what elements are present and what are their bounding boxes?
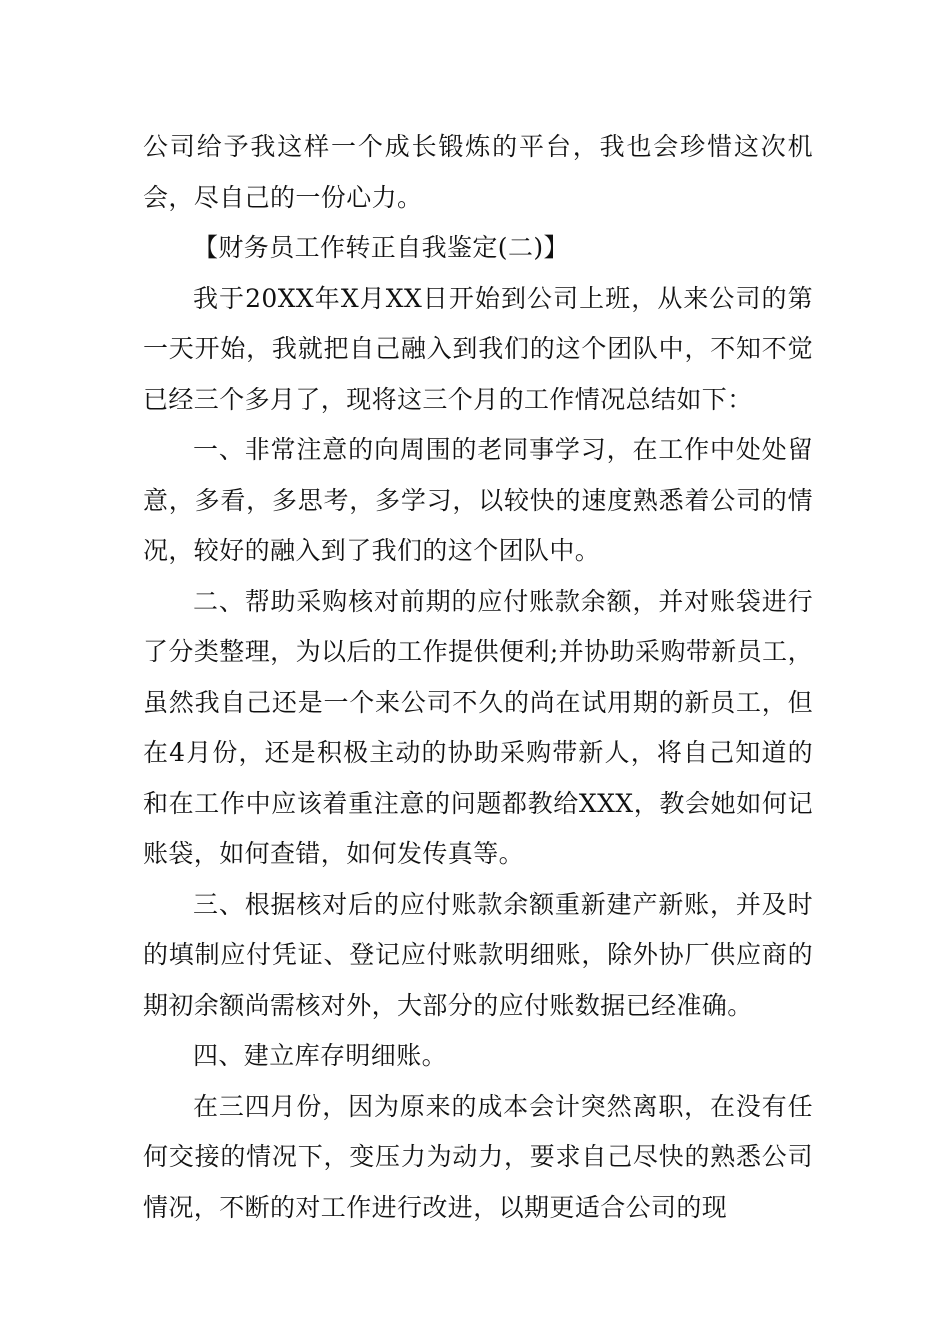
paragraph-item-3: 三、根据核对后的应付账款余额重新建产新账，并及时的填制应付凭证、登记应付账款明细账，除外协厂供应商的期初余额尚需核对外，大部分的应付账数据已经准确。 bbox=[143, 889, 813, 1020]
paragraph-continuation: 公司给予我这样一个成长锻炼的平台，我也会珍惜这次机会，尽自己的一份心力。 bbox=[143, 132, 813, 212]
paragraph-intro: 我于20XX年X月XX日开始到公司上班，从来公司的第一天开始，我就把自己融入到我们的这个团队中，不知不觉已经三个多月了，现将这三个月的工作情况总结如下： bbox=[143, 283, 813, 414]
paragraph-item-4: 四、建立库存明细账。 bbox=[193, 1041, 448, 1070]
paragraph-body: 在三四月份，因为原来的成本会计突然离职，在没有任何交接的情况下，变压力为动力，要求自己尽快的熟悉公司情况，不断的对工作进行改进，以期更适合公司的现 bbox=[143, 1091, 813, 1222]
paragraph-item-2: 二、帮助采购核对前期的应付账款余额，并对账袋进行了分类整理，为以后的工作提供便利;并协助采购带新员工，虽然我自己还是一个来公司不久的尚在试用期的新员工，但在4月份，还是积极主动的协助采购带新人，将自己知道的和在工作中应该着重注意的问题都教给XXX，教会她如何记账袋，如何查错，如何发传真等。 bbox=[143, 586, 813, 868]
paragraph-item-1: 一、非常注意的向周围的老同事学习，在工作中处处留意，多看，多思考，多学习，以较快的速度熟悉着公司的情况，较好的融入到了我们的这个团队中。 bbox=[143, 435, 813, 565]
document-body bbox=[143, 122, 813, 1233]
section-heading: 【财务员工作转正自我鉴定(二)】 bbox=[193, 233, 569, 262]
